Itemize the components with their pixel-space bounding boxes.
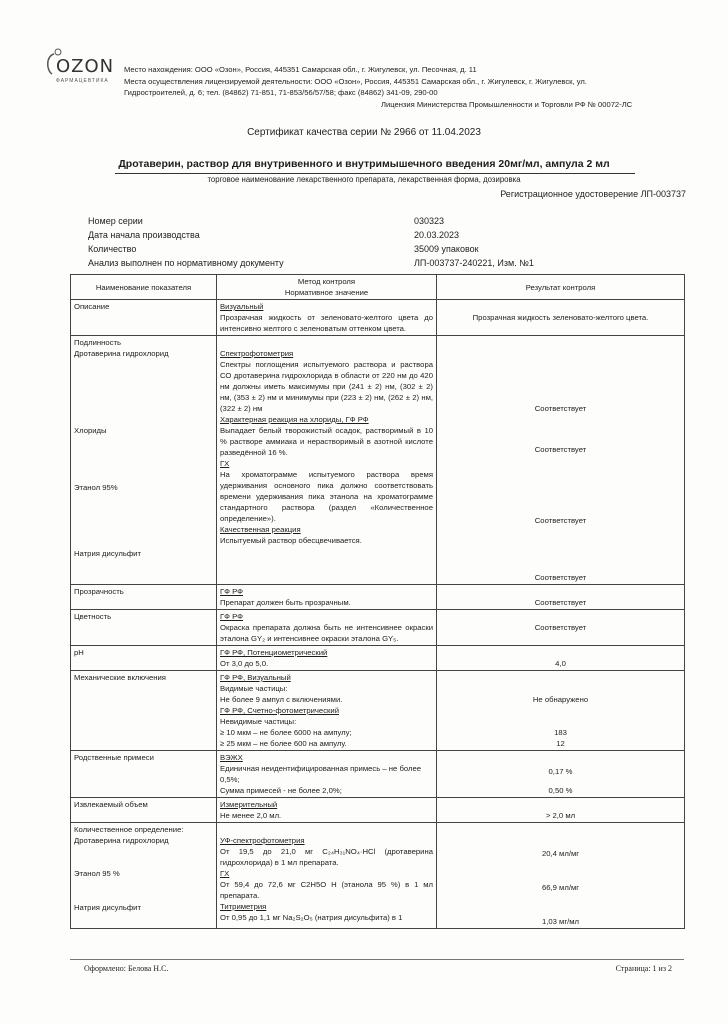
info-value-quantity: 35009 упаковок (414, 244, 479, 254)
header-address: Место нахождения: ООО «Озон», Россия, 445351 Самарская обл., г. Жигулевск, ул. Песочная, д. 11 (124, 65, 477, 74)
result-value: 183 (554, 728, 567, 737)
row-norm (217, 336, 437, 585)
row-result (437, 671, 685, 751)
row-result: > 2,0 мл (437, 798, 685, 823)
norm-text: Сумма примесей - не более 2,0%; (220, 786, 342, 795)
method-label: Качественная реакция (220, 525, 301, 534)
row-name (71, 823, 217, 929)
info-value-date: 20.03.2023 (414, 230, 460, 240)
method-label: ВЭЖХ (220, 753, 243, 762)
header-sites: Места осуществления лицензируемой деятельности: ООО «Озон», Россия, 445351 Самарская обл., г. Жигулевск, г. Жигулевск, ул. (124, 77, 587, 86)
norm-text: Спектры поглощения испытуемого раствора и раствора СО дротаверина гидрохлорида в области от 220 нм до 420 нм должны иметь максимумы при (241 ± 2) нм, (302 ± 2) нм, (353 ± 2) нм и минимумы при (223 ± 2) нм, (262 ± 2) нм, (322 ± 2) нм (220, 360, 433, 413)
method-label: ГХ (220, 459, 230, 468)
row-norm (217, 798, 437, 823)
info-label-date: Дата начала производства (88, 230, 200, 240)
norm-text: Испытуемый раствор обесцвечивается. (220, 536, 362, 545)
norm-text: ≥ 10 мкм – не более 6000 на ампулу; (220, 728, 352, 737)
result-value: Соответствует (534, 445, 587, 454)
certificate-title: Сертификат качества серии № 2966 от 11.04.2023 (247, 127, 481, 138)
table-row (71, 585, 685, 610)
row-result (437, 823, 685, 929)
norm-text: Препарат должен быть прозрачным. (220, 598, 351, 607)
method-label: УФ-спектрофотометрия (220, 836, 305, 845)
method-label: Титриметрия (220, 902, 267, 911)
company-logo (44, 48, 115, 94)
table-row (71, 610, 685, 646)
logo-word: OZON (56, 56, 115, 77)
result-value: 1,03 мг/мл (541, 917, 580, 926)
name-line: Дротаверина гидрохлорид (74, 836, 169, 845)
name-line: Этанол 95 % (74, 869, 120, 878)
row-name: Цветность (71, 610, 217, 646)
name-line: Натрия дисульфит (74, 903, 141, 912)
header-method-label: Метод контроля (297, 277, 356, 286)
header-license: Лицензия Министерства Промышленности и Торговли РФ № 00072-ЛС (381, 100, 633, 109)
quality-table (70, 274, 685, 929)
table-row (71, 646, 685, 671)
norm-text: От 0,95 до 1,1 мг Na₂S₂O₅ (натрия дисульфита) в 1 (220, 913, 403, 922)
norm-text: От 19,5 до 21,0 мг C₂₄H₃₁NO₄·HCl (дротаверина гидрохлорида) в 1 мл препарата. (220, 847, 433, 867)
norm-text: Выпадает белый творожистый осадок, растворимый в 10 % растворе аммиака и нерастворимый в азотной кислоте разведённой 16 %. (220, 426, 433, 457)
norm-text: Прозрачная жидкость от зеленовато-желтого цвета до интенсивно желтого с зеленоватым оттенком цвета. (220, 313, 433, 333)
norm-text: Видимые частицы: (220, 684, 288, 693)
row-result (437, 610, 685, 646)
row-result (437, 751, 685, 798)
method-label: ГХ (220, 869, 230, 878)
row-norm (217, 823, 437, 929)
method-label: ГФ РФ (220, 587, 244, 596)
norm-text: От 59,4 до 72,6 мг C2H5O H (этанола 95 %) в 1 мл препарата. (220, 880, 433, 900)
row-norm (217, 585, 437, 610)
row-norm (217, 610, 437, 646)
header-contacts: Гидростроителей, д. 6; тел. (84862) 71-851, 71-853/56/57/58; факс (84862) 341-09, 290-00 (124, 88, 438, 97)
norm-text: Невидимые частицы: (220, 717, 297, 726)
table-row (71, 336, 685, 585)
norm-text: От 3,0 до 5,0. (220, 659, 269, 668)
result-value: 66,9 мл/мг (541, 883, 580, 892)
result-value: 12 (556, 739, 565, 748)
row-name: Механические включения (71, 671, 217, 751)
registration-number: Регистрационное удостоверение ЛП-003737 (500, 189, 686, 199)
method-label: ГФ РФ, Визуальный (220, 673, 291, 682)
name-line: Подлинность (74, 338, 122, 347)
name-line: Натрия дисульфит (74, 549, 141, 558)
result-value: Не обнаружено (532, 695, 589, 704)
row-norm (217, 300, 437, 336)
norm-text: Окраска препарата должна быть не интенсивнее окраски эталона GY₂ и интенсивнее окраски эталона GY₅. (220, 623, 433, 643)
row-name: Описание (71, 300, 217, 336)
row-norm (217, 646, 437, 671)
table-row (71, 671, 685, 751)
footer-prepared-by: Оформлено: Белова Н.С. (84, 964, 169, 973)
name-line: Этанол 95% (74, 483, 118, 492)
row-norm (217, 751, 437, 798)
row-result: Соответствует (437, 585, 685, 610)
table-row (71, 823, 685, 929)
result-value: Соответствует (534, 573, 587, 582)
result-value: Соответствует (534, 516, 587, 525)
info-value-document: ЛП-003737-240221, Изм. №1 (414, 258, 534, 268)
row-name: pH (71, 646, 217, 671)
name-line: Количественное определение: (74, 825, 184, 834)
header-result: Результат контроля (437, 275, 685, 300)
info-label-batch: Номер серии (88, 216, 143, 226)
method-label: ГФ РФ, Счетно-фотометрический (220, 706, 340, 715)
result-value: Соответствует (534, 404, 587, 413)
norm-text: Не менее 2,0 мл. (220, 811, 282, 820)
method-label: Характерная реакция на хлориды, ГФ РФ (220, 415, 369, 424)
result-value: 0,17 % (548, 767, 573, 776)
info-value-batch: 030323 (414, 216, 445, 226)
table-header (71, 275, 685, 300)
method-label: ГФ РФ (220, 612, 244, 621)
product-title: Дротаверин, раствор для внутривенного и внутримышечного введения 20мг/мл, ампула 2 мл (118, 158, 610, 170)
method-label: Измерительный (220, 800, 278, 809)
method-label: Визуальный (220, 302, 264, 311)
row-name: Извлекаемый объем (71, 798, 217, 823)
name-line: Дротаверина гидрохлорид (74, 349, 169, 358)
result-value: Соответствует (534, 623, 587, 632)
norm-text: Не более 9 ампул с включениями. (220, 695, 343, 704)
row-result (437, 336, 685, 585)
name-line: Хлориды (74, 426, 107, 435)
header-method (217, 275, 437, 300)
norm-text: ≥ 25 мкм – не более 600 на ампулу. (220, 739, 347, 748)
footer-page-number: Страница: 1 из 2 (615, 964, 672, 973)
row-name: Прозрачность (71, 585, 217, 610)
row-name (71, 336, 217, 585)
table-row (71, 751, 685, 798)
result-value: 20,4 мл/мг (541, 849, 580, 858)
norm-text: Единичная неидентифицированная примесь – не более 0,5%; (220, 764, 422, 784)
info-label-document: Анализ выполнен по нормативному документу (88, 258, 284, 268)
row-result: 4,0 (437, 646, 685, 671)
table-row (71, 300, 685, 336)
method-label: ГФ РФ, Потенциометрический (220, 648, 328, 657)
result-value: 0,50 % (548, 786, 573, 795)
table-row (71, 798, 685, 823)
row-norm (217, 671, 437, 751)
trade-caption: торговое наименование лекарственного препарата, лекарственная форма, дозировка (207, 175, 521, 184)
info-label-quantity: Количество (88, 244, 137, 254)
norm-text: На хроматограмме испытуемого раствора время удерживания основного пика должно соответствовать времени удерживания пика этанола на хроматограмме стандартного раствора (раздел «Количественное определение»). (220, 470, 433, 523)
row-name: Родственные примеси (71, 751, 217, 798)
method-label: Спектрофотометрия (220, 349, 294, 358)
row-result: Прозрачная жидкость зеленовато-желтого цвета. (437, 300, 685, 336)
header-name: Наименование показателя (71, 275, 217, 300)
logo-subtitle: ФАРМАЦЕВТИКА (56, 78, 109, 84)
header-norm-label: Нормативное значение (284, 288, 369, 297)
product-underline (115, 173, 635, 174)
footer-divider (70, 959, 684, 960)
